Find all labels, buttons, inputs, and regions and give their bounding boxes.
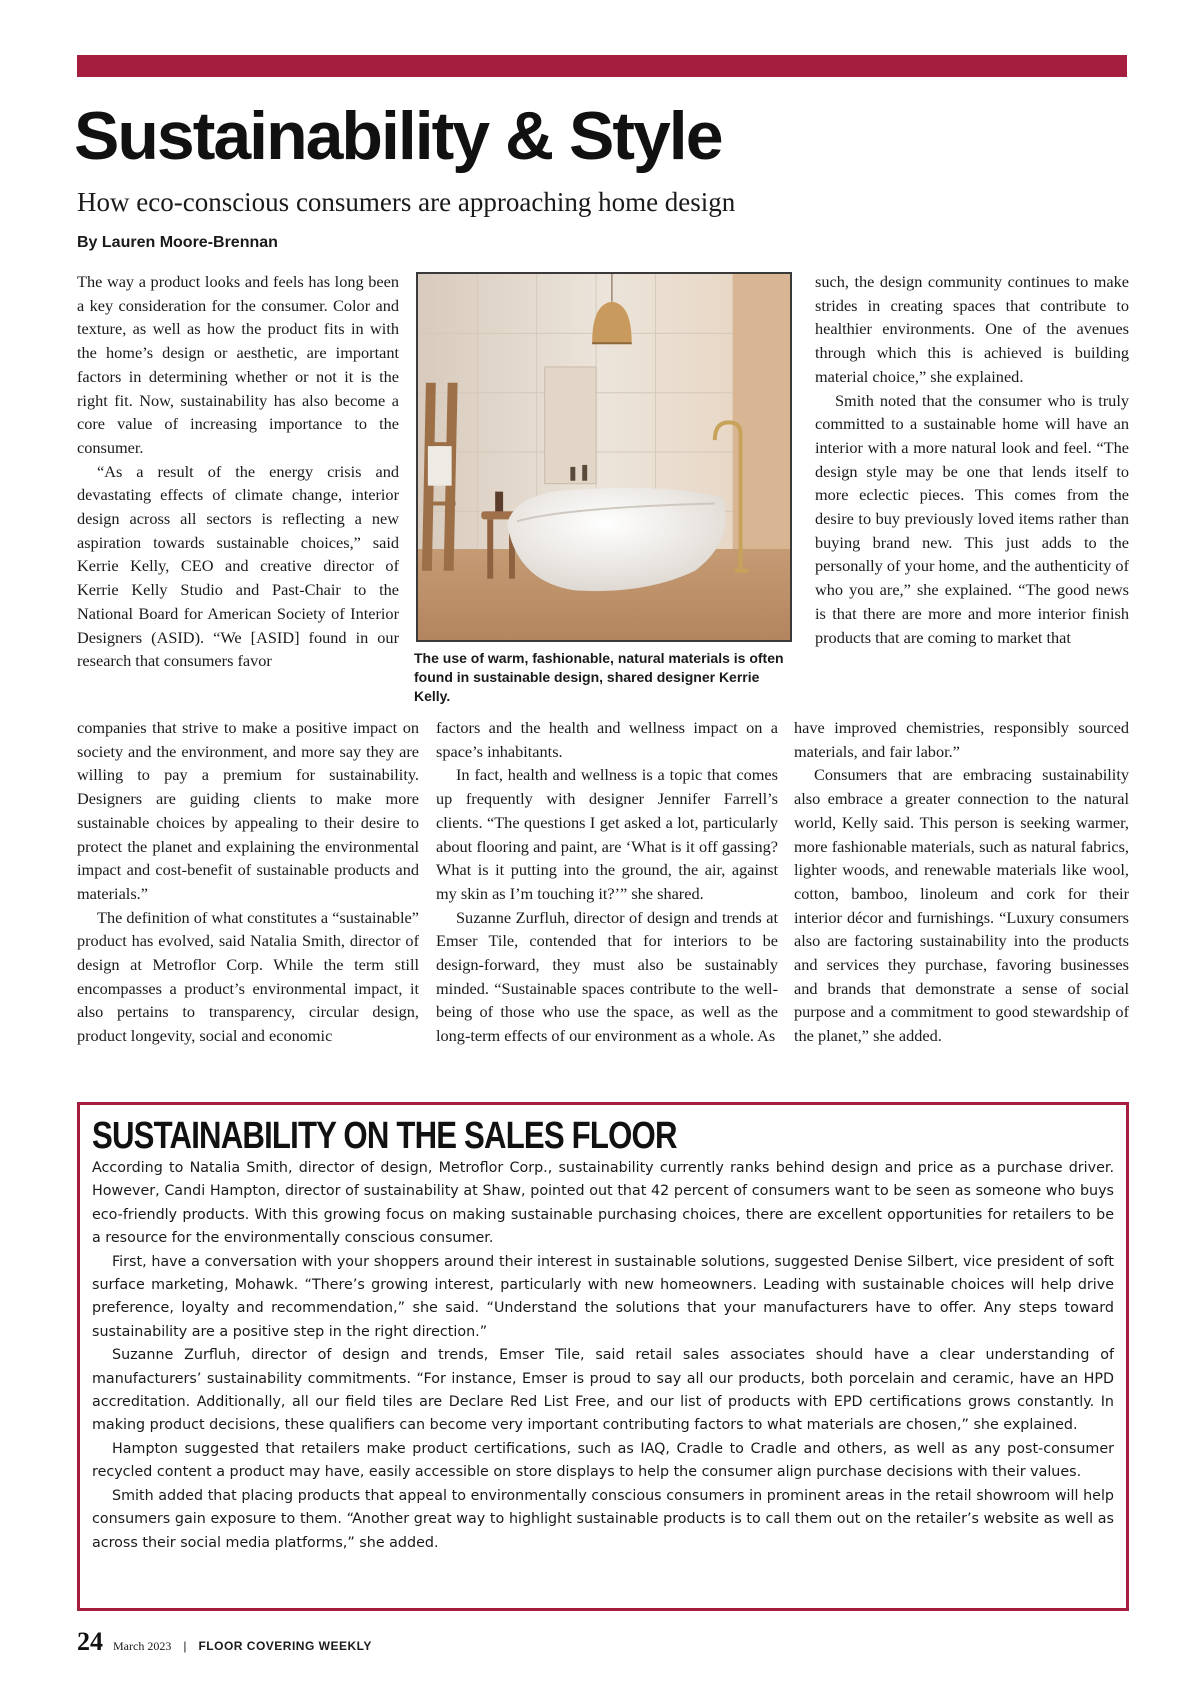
article-subtitle: How eco-conscious consumers are approaching home design [77, 187, 736, 217]
paragraph: In fact, health and wellness is a topic that comes up frequently with designer Jennifer Farrell’s clients. “The questions I get asked a lot, particularly about flooring and paint, are ‘What is it off gassing? What is it putting into the ground, the air, against my skin as I’m touching it?’” she shared. [436, 765, 778, 903]
bathroom-photo [416, 272, 792, 642]
paragraph: such, the design community continues to make strides in creating spaces that contribute to healthier environments. One of the avenues through which this is achieved is building material choice,” she explained. [815, 272, 1129, 386]
footer-separator: | [183, 1639, 187, 1653]
photo-caption: The use of warm, fashionable, natural materials is often found in sustainable design, shared designer Kerrie Kelly. [414, 650, 784, 704]
article-column-3-upper [815, 270, 1129, 716]
sidebar-box [77, 1102, 1129, 1611]
paragraph-partial: Smith noted that the consumer who is truly committed to a sustainable home will have an interior with a more natural look and feel. “The design style may be one that lends itself to more eclectic pieces. This comes from the desire to buy previously loved items rather than buying brand new. This just adds to the personally of your home, and the authenticity of who you are,” she explained. “The good news is that there are more and more interior finish products that are coming to market that [815, 390, 1129, 647]
article-title: Sustainability & Style [74, 98, 722, 174]
paragraph-partial: companies that strive to make a positive impact on society and the environment, and more say they are willing to pay a premium for sustainability. Designers are guiding clients to make more sustainable choices by appealing to their desire to protect the planet and explaining the environmental impact and cost-benefit of sustainable products and materials.” [77, 718, 419, 903]
paragraph: Suzanne Zurfluh, director of design and trends at Emser Tile, contended that for interiors to be design-forward, they must also be sustainably minded. “Sustainable spaces contribute to the well-being of those who use the space, as well as the long-term effects of our environment as a whole. As [436, 907, 778, 1046]
paragraph: factors and the health and wellness impact on a space’s inhabitants. [436, 718, 778, 761]
issue-date: March 2023 [113, 1639, 172, 1653]
paragraph: Consumers that are embracing sustainability also embrace a greater connection to the natural world, Kelly said. This person is seeking warmer, more fashionable materials, such as natural fabrics, lighter woods, and renewable materials like wool, cotton, bamboo, linoleum and cork for their interior décor and furnishings. “Luxury consumers also are factoring sustainability into the products and services they purchase, favoring businesses and brands that demonstrate a sense of social purpose and a commitment to good stewardship of the planet,” she added. [794, 765, 1129, 1046]
sidebar-paragraph: Hampton suggested that retailers make product certifications, such as IAQ, Cradle to Cradle and others, as well as any post-consumer recycled content a product may have, easily accessible on store displays to help the consumer align purchase decisions with their values. [92, 1440, 1114, 1481]
paragraph: The way a product looks and feels has long been a key consideration for the consumer. Color and texture, as well as how the product fits in with the home’s design or aesthetic, are important factors in determining whether or not it is the right fit. Now, sustainability has also become a core value of increasing importance to the consumer. [77, 272, 399, 457]
sidebar-paragraph: Suzanne Zurfluh, director of design and trends, Emser Tile, said retail sales associates should have a clear understanding of manufacturers’ sustainability commitments. “For instance, Emser is proud to say all our products, both porcelain and ceramic, have an HPD accreditation. Additionally, all our field tiles are Declare Red List Free, and our list of products with EPD certifications grows constantly. In making product decisions, these qualifiers can become very important contributing factors to what materials are chosen,” she explained. [92, 1347, 1114, 1434]
bathroom-illustration [418, 274, 790, 640]
page-footer [77, 1627, 372, 1657]
paragraph-partial: “As a result of the energy crisis and devastating effects of climate change, interior design across all sectors is reflecting a new aspiration towards sustainable choices,” said Kerrie Kelly, CEO and creative director of Kerrie Kelly Studio and Past-Chair to the National Board for American Society of Interior Designers (ASID). “We [ASID] found in our research that consumers favor [77, 461, 399, 671]
article-column-3-lower [794, 716, 1129, 1099]
top-accent-bar [77, 55, 1127, 77]
page-number: 24 [77, 1627, 103, 1656]
sidebar-paragraph: According to Natalia Smith, director of design, Metroflor Corp., sustainability currently ranks behind design and price as a purchase driver. However, Candi Hampton, director of sustainability at Shaw, pointed out that 42 percent of consumers want to be seen as someone who buys eco-friendly products. With this growing focus on making sustainable purchasing choices, there are excellent opportunities for retailers to be a resource for the environmentally conscious consumer. [92, 1160, 1114, 1247]
paragraph-partial: have improved chemistries, responsibly sourced materials, and fair labor.” [794, 718, 1129, 761]
sidebar-paragraph: First, have a conversation with your shoppers around their interest in sustainable solutions, suggested Denise Silbert, vice president of soft surface marketing, Mohawk. “There’s growing interest, particularly with new homeowners. Leading with sustainable choices will help drive preference, loyalty and recommendation,” she said. “Understand the solutions that your manufacturers have to offer. Any steps toward sustainability are a positive step in the right direction.” [92, 1253, 1114, 1340]
paragraph: The definition of what constitutes a “sustainable” product has evolved, said Natalia Smith, director of design at Metroflor Corp. While the term still encompasses a product’s environmental impact, it also pertains to transparency, circular design, product longevity, social and economic [77, 907, 419, 1046]
article-column-2 [436, 716, 778, 1099]
article-column-1-upper [77, 270, 399, 716]
sidebar-text [92, 1157, 1114, 1555]
article-column-1-lower [77, 716, 419, 1099]
sidebar-paragraph: Smith added that placing products that appeal to environmentally conscious consumers in prominent areas in the retail showroom will help consumers gain exposure to them. “Another great way to highlight sustainable products is to call them out on the retailer’s website as well as across their social media platforms,” she added. [92, 1487, 1114, 1551]
sidebar-title: SUSTAINABILITY ON THE SALES FLOOR [92, 1115, 677, 1157]
byline: By Lauren Moore-Brennan [77, 234, 278, 251]
publication-name: FLOOR COVERING WEEKLY [198, 1639, 372, 1653]
